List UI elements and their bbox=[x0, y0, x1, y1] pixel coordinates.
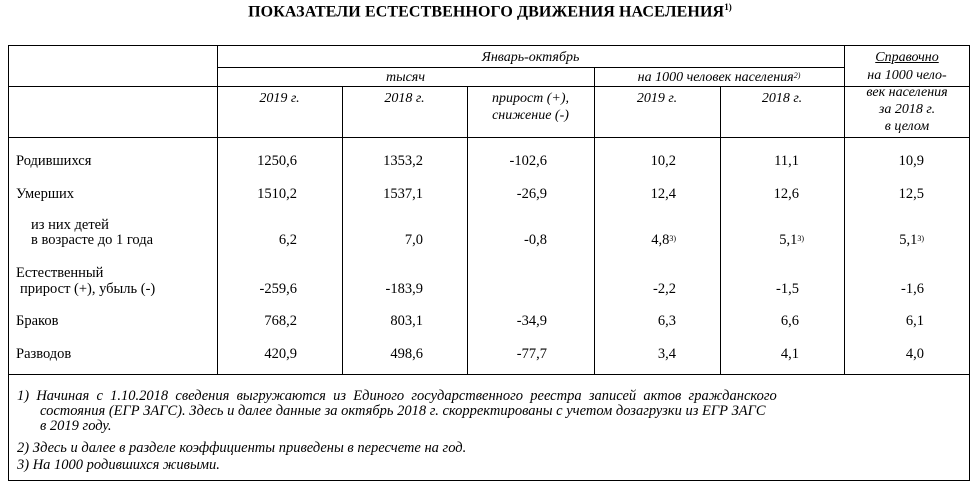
cell-ref: 4,0 bbox=[905, 346, 924, 362]
header-col-2018: 2018 г. bbox=[384, 91, 425, 106]
header-col-rate-2018: 2018 г. bbox=[761, 91, 803, 106]
header-period: Январь-октябрь bbox=[481, 50, 580, 65]
col-divider-rate2018 bbox=[720, 86, 721, 375]
row-label: Браков bbox=[16, 313, 59, 329]
page-title: ПОКАЗАТЕЛИ ЕСТЕСТВЕННОГО ДВИЖЕНИЯ НАСЕЛЕНИЯ$^{1)}$ bbox=[248, 2, 732, 21]
cell-r2018: 12,6 bbox=[773, 186, 799, 202]
header-ref-line1: на 1000 чело- bbox=[867, 68, 947, 83]
cell-v2018: 1537,1 bbox=[383, 186, 423, 202]
col-divider-growth bbox=[467, 86, 468, 375]
header-thousand: тысяч bbox=[386, 70, 425, 85]
cell-r2019: 10,2 bbox=[650, 153, 676, 169]
header-ref-line2: век населения bbox=[866, 85, 948, 100]
header-ref-line4: в целом bbox=[884, 119, 930, 134]
footnote-3: 3) На 1000 родившихся живыми. bbox=[17, 457, 220, 473]
footnote-1-line1: 1) Начиная с 1.10.2018 сведения выгружаются из Единого государственного реестра записей актов гражданского bbox=[17, 388, 777, 404]
row-label-line2: в возрасте до 1 года bbox=[31, 232, 154, 248]
cell-v2019: 1510,2 bbox=[257, 186, 297, 202]
row-label: из них детей bbox=[31, 217, 109, 233]
cell-ref: 5,1$^{3)}$ bbox=[899, 232, 924, 248]
row-label: Разводов bbox=[16, 346, 72, 362]
row-label: Естественный bbox=[16, 265, 104, 281]
col-divider-2018 bbox=[342, 86, 343, 375]
footnote-2: 2) Здесь и далее в разделе коэффициенты приведены в пересчете на год. bbox=[17, 440, 467, 456]
header-bottom-border bbox=[8, 137, 970, 138]
header-col-growth-2: снижение (-) bbox=[492, 108, 569, 123]
cell-growth: -26,9 bbox=[516, 186, 547, 202]
header-col-rate-2019: 2019 г. bbox=[636, 91, 678, 106]
header-per1000: на 1000 человек населения$^{2)}$ bbox=[637, 70, 801, 85]
cell-r2019: 12,4 bbox=[650, 186, 676, 202]
header-divider-period bbox=[217, 67, 844, 68]
cell-v2018: 7,0 bbox=[404, 232, 423, 248]
title-footnote-mark: 1) bbox=[724, 2, 732, 12]
cell-ref: -1,6 bbox=[901, 281, 924, 297]
cell-ref: 10,9 bbox=[898, 153, 924, 169]
cell-v2018: 803,1 bbox=[390, 313, 423, 329]
cell-ref: 12,5 bbox=[898, 186, 924, 202]
footnote-1-line2: состояния (ЕГР ЗАГС). Здесь и далее данные за октябрь 2018 г. скорректированы с учетом дозагрузки из ЕГР ЗАГС bbox=[40, 403, 766, 419]
cell-v2018: 1353,2 bbox=[383, 153, 423, 169]
cell-r2019: 4,8$^{3)}$ bbox=[651, 232, 676, 248]
cell-v2018: -183,9 bbox=[385, 281, 423, 297]
cell-r2019: -2,2 bbox=[653, 281, 676, 297]
header-col-growth-1: прирост (+), bbox=[491, 91, 570, 106]
cell-growth: -0,8 bbox=[524, 232, 547, 248]
cell-r2018: -1,5 bbox=[776, 281, 799, 297]
row-label: Родившихся bbox=[16, 153, 92, 169]
cell-growth: -34,9 bbox=[516, 313, 547, 329]
cell-r2019: 6,3 bbox=[657, 313, 676, 329]
cell-v2019: 768,2 bbox=[264, 313, 297, 329]
cell-ref: 6,1 bbox=[905, 313, 924, 329]
cell-growth: -77,7 bbox=[516, 346, 547, 362]
cell-v2019: -259,6 bbox=[259, 281, 297, 297]
header-divider-units bbox=[8, 86, 970, 87]
footnote-1-line3: в 2019 году. bbox=[40, 418, 112, 434]
row-label: Умерших bbox=[16, 186, 75, 202]
cell-r2018: 6,6 bbox=[780, 313, 799, 329]
header-ref-title: Справочно bbox=[875, 50, 939, 65]
cell-v2019: 420,9 bbox=[264, 346, 297, 362]
cell-r2018: 11,1 bbox=[774, 153, 799, 169]
cell-r2018: 4,1 bbox=[780, 346, 799, 362]
row-label-line2: прирост (+), убыль (-) bbox=[20, 281, 156, 297]
header-ref-line3: за 2018 г. bbox=[878, 102, 936, 117]
cell-v2018: 498,6 bbox=[390, 346, 423, 362]
cell-r2019: 3,4 bbox=[657, 346, 676, 362]
cell-v2019: 1250,6 bbox=[257, 153, 297, 169]
cell-growth: -102,6 bbox=[509, 153, 547, 169]
header-col-2019: 2019 г. bbox=[259, 91, 300, 106]
table-bottom-border bbox=[8, 374, 970, 375]
cell-v2019: 6,2 bbox=[278, 232, 297, 248]
cell-r2018: 5,1$^{3)}$ bbox=[779, 232, 804, 248]
